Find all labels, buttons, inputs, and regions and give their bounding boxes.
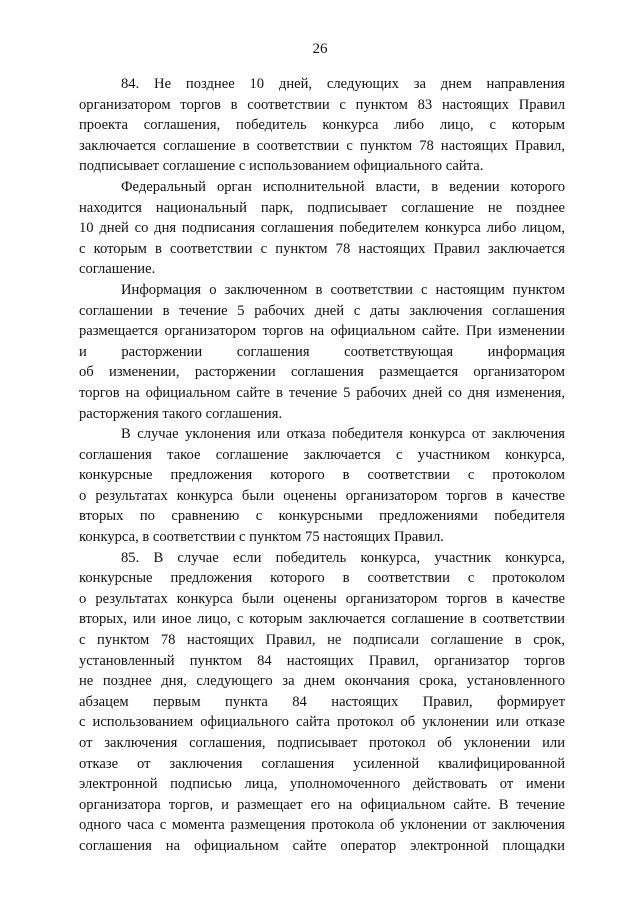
text-line: находится национальный парк, подписывает соглашение не позднее	[79, 199, 565, 216]
text-line: соглашении в течение 5 рабочих дней с даты заключения соглашения	[79, 302, 565, 319]
text-line: одного часа с момента размещения протокола об уклонении от заключения	[79, 817, 565, 834]
text-line: от заключения соглашения, подписывает протокол об уклонении или	[79, 735, 565, 751]
text-line: конкурса, в соответствии с пунктом 75 настоящих Правил.	[79, 529, 444, 546]
paragraph	[79, 424, 565, 548]
text-line: установленный пунктом 84 настоящих Правил, организатор торгов	[79, 652, 565, 669]
paragraph	[79, 280, 565, 424]
text-line: расторжения такого соглашения.	[79, 405, 283, 422]
text-line: вторых по сравнению с конкурсными предложениями победителя	[79, 508, 565, 525]
text-line: с которым в соответствии с пунктом 78 настоящих Правил заключается	[79, 240, 565, 257]
text-line: 84. Не позднее 10 дней, следующих за днем направления	[121, 76, 565, 92]
text-line: не позднее дня, следующего за днем окончания срока, установленного	[79, 673, 565, 690]
text-line: 85. В случае если победитель конкурса, участник конкурса,	[121, 549, 565, 566]
text-line: с использованием официального сайта протокол об уклонении или отказе	[79, 714, 565, 731]
text-line: торгов на официальном сайте в течение 5 рабочих дней со дня изменения,	[79, 384, 565, 401]
paragraph	[79, 74, 565, 177]
text-line: конкурсные предложения которого в соответствии с протоколом	[79, 570, 565, 587]
document-body	[79, 74, 565, 857]
text-line: соглашения на официальном сайте оператор электронной площадки	[79, 837, 565, 854]
text-line: Федеральный орган исполнительной власти, в ведении которого	[121, 178, 565, 195]
text-line: о результатах конкурса были оценены организатором торгов в качестве	[79, 487, 565, 504]
page-number: 26	[312, 41, 328, 57]
text-line: заключается соглашение в соответствии с пунктом 78 настоящих Правил,	[79, 137, 565, 154]
text-line: соглашение.	[79, 261, 156, 278]
text-line: отказе от заключения соглашения усиленной квалифицированной	[79, 755, 565, 772]
text-line: организатором торгов в соответствии с пунктом 83 настоящих Правил	[79, 96, 565, 113]
text-line: В случае уклонения или отказа победителя конкурса от заключения	[121, 426, 565, 443]
text-line: организатора торгов, и размещает его на официальном сайте. В течение	[79, 796, 565, 813]
text-line: абзацем первым пункта 84 настоящих Правил, формирует	[79, 693, 565, 710]
text-line: Информация о заключенном в соответствии с настоящим пунктом	[121, 281, 565, 298]
text-line: и расторжении соглашения соответствующая информация	[79, 343, 565, 360]
text-line: конкурсные предложения которого в соответствии с протоколом	[79, 467, 565, 484]
text-line: с пунктом 78 настоящих Правил, не подписали соглашение в срок,	[79, 632, 565, 649]
text-line: электронной подписью лица, уполномоченного действовать от имени	[79, 776, 565, 793]
paragraph	[79, 177, 565, 280]
text-line: 10 дней со дня подписания соглашения победителем конкурса либо лицом,	[79, 220, 565, 237]
text-line: об изменении, расторжении соглашения размещается организатором	[79, 364, 565, 381]
text-line: размещается организатором торгов на официальном сайте. При изменении	[79, 323, 565, 340]
paragraph	[79, 548, 565, 857]
text-line: подписывает соглашение с использованием официального сайта.	[79, 158, 484, 175]
text-line: вторых, или иное лицо, с которым заключается соглашение в соответствии	[79, 611, 565, 628]
text-line: о результатах конкурса были оценены организатором торгов в качестве	[79, 590, 565, 607]
text-line: соглашения такое соглашение заключается с участником конкурса,	[79, 446, 565, 463]
text-line: проекта соглашения, победитель конкурса либо лицо, с которым	[79, 117, 565, 134]
